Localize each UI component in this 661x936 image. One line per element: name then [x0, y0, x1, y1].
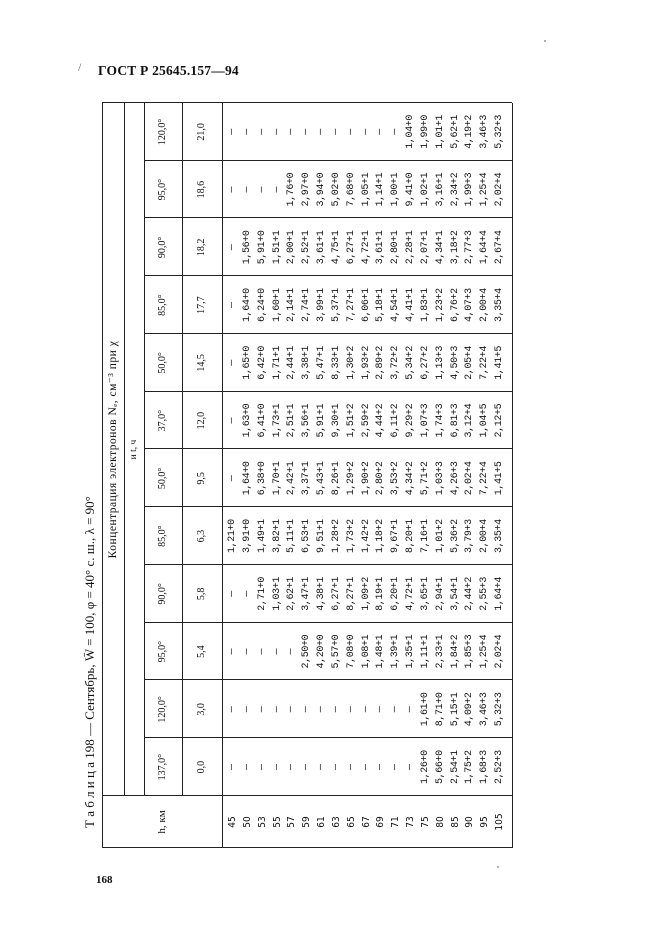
table-cell: 7,22+4: [479, 461, 491, 496]
rule-head4: [222, 103, 223, 848]
table-cell: —: [256, 706, 268, 713]
table-cell: 3,82+1: [271, 519, 283, 553]
table-cell: 5,32+3: [494, 115, 506, 149]
table-cell: 2,12+5: [494, 403, 506, 438]
table-cell: 1,23+2: [434, 288, 446, 322]
table-cell: 1,08+1: [360, 634, 372, 669]
table-cell: —: [241, 129, 253, 135]
table-cell: 9,41+0: [405, 172, 417, 207]
table-cell: 2,89+2: [375, 346, 387, 380]
rule-bottom: [512, 103, 513, 848]
table-cell: 1,04+5: [479, 403, 491, 438]
table-cell: 1,73+2: [345, 519, 357, 553]
table-cell: 6,06+1: [360, 288, 372, 322]
table-cell: 2,52+1: [301, 230, 313, 265]
table-cell: 2,59+2: [360, 403, 372, 438]
table-cell: —: [345, 706, 357, 713]
table-cell: 2,44+1: [286, 346, 298, 380]
table-cell: —: [375, 706, 387, 713]
table-cell: 3,99+1: [316, 288, 328, 322]
table-cell: 1,35+1: [405, 634, 417, 669]
table-cell: 4,19+2: [464, 115, 476, 149]
t-header: 18,2: [196, 238, 207, 257]
table-cell: 1,13+3: [434, 346, 446, 380]
table-cell: 9,30+1: [330, 403, 342, 438]
table-cell: 1,07+3: [419, 403, 431, 438]
table-cell: 6,27+2: [419, 346, 431, 380]
table-cell: —: [286, 129, 298, 135]
table-cell: 7,68+0: [345, 172, 357, 207]
table-cell: —: [316, 706, 328, 713]
t-header: 0,0: [196, 760, 207, 774]
t-header: 14,5: [196, 354, 207, 372]
table-cell: 1,14+1: [375, 172, 387, 207]
table-cell: 2,00+1: [286, 230, 298, 265]
table-cell: 1,93+2: [360, 346, 372, 380]
table-cell: 1,76+0: [286, 172, 298, 207]
table-cell: 1,84+2: [449, 634, 461, 669]
table-cell: 8,19+1: [375, 577, 387, 611]
table-cell: 1,74+3: [434, 403, 446, 438]
table-cell: 5,71+2: [419, 461, 431, 496]
table-cell: —: [390, 706, 402, 713]
t-header: 6,3: [196, 529, 207, 543]
table-cell: 1,99+0: [419, 115, 431, 149]
table-cell: 9,29+2: [405, 403, 417, 438]
table-cell: —: [271, 648, 283, 655]
chi-header: 50,0°: [157, 352, 168, 374]
height-cell: 53: [256, 816, 268, 828]
table-cell: —: [345, 764, 357, 770]
table-cell: 5,47+1: [316, 346, 328, 380]
table-cell: 2,71+0: [256, 577, 268, 611]
table-cell: —: [316, 129, 328, 135]
chi-header: 120,0°: [157, 118, 168, 146]
chi-header: 90,0°: [157, 236, 168, 259]
height-cell: 65: [345, 816, 357, 828]
table-cell: 1,42+2: [360, 519, 372, 553]
table-cell: —: [241, 764, 253, 770]
height-cell: 73: [405, 816, 417, 828]
table-cell: 4,44+2: [375, 403, 387, 438]
h-column-header: h, км: [156, 810, 168, 834]
table-cell: 3,61+1: [316, 230, 328, 265]
table-cell: 5,11+1: [286, 519, 298, 553]
chi-header: 37,0°: [157, 409, 168, 432]
table-cell: 2,51+1: [286, 403, 298, 438]
table-cell: 3,46+3: [479, 115, 491, 149]
chi-header: 50,0°: [157, 467, 168, 490]
table-cell: 2,44+2: [464, 577, 476, 611]
height-cell: 80: [434, 816, 446, 828]
table-cell: 2,00+4: [479, 519, 491, 553]
table-cell: 6,27+1: [345, 230, 357, 265]
table-caption: Т а б л и ц а 198 — Сентябрь, W̄ = 100, φ = 40° с. ш., λ = 90°: [82, 496, 97, 828]
table-cell: 2,74+1: [301, 288, 313, 322]
table-cell: 3,94+0: [316, 172, 328, 207]
table-cell: 8,33+1: [330, 346, 342, 380]
table-cell: 5,32+3: [494, 692, 506, 727]
table-cell: 2,02+4: [494, 172, 506, 207]
table-cell: —: [256, 764, 268, 770]
rotated-table-frame: [80, 115, 661, 848]
table-cell: —: [241, 706, 253, 713]
table-cell: 7,16+1: [419, 519, 431, 553]
height-cell: 95: [479, 816, 491, 828]
table-cell: 2,67+4: [494, 230, 506, 265]
table-cell: 4,54+1: [390, 288, 402, 322]
height-cell: 71: [390, 816, 402, 828]
table-cell: 7,22+4: [479, 346, 491, 380]
table-cell: 1,68+3: [479, 750, 491, 784]
table-cell: 9,51+1: [316, 519, 328, 553]
table-cell: —: [360, 129, 372, 135]
t-header: 3,0: [196, 703, 207, 716]
table-cell: 1,64+4: [479, 230, 491, 265]
table-cell: 1,70+1: [271, 461, 283, 496]
table-cell: 4,41+1: [405, 288, 417, 322]
table-cell: 2,33+1: [434, 634, 446, 669]
table-cell: —: [227, 706, 238, 713]
table-cell: 8,20+1: [405, 519, 417, 553]
table-cell: 3,61+1: [375, 230, 387, 265]
table-cell: 3,91+0: [241, 519, 253, 553]
table-cell: —: [256, 129, 268, 135]
table-cell: —: [301, 706, 313, 713]
table-cell: 1,03+1: [271, 577, 283, 611]
table-cell: 1,51+2: [345, 403, 357, 438]
table-cell: —: [227, 591, 238, 597]
table-cell: 3,72+2: [390, 346, 402, 380]
table-cell: 3,47+1: [301, 577, 313, 611]
table-cell: 7,27+1: [345, 288, 357, 322]
table-cell: 1,83+1: [419, 288, 431, 322]
table-cell: 1,01+2: [434, 519, 446, 553]
table-cell: —: [375, 764, 387, 770]
table-cell: —: [227, 129, 238, 135]
chi-header: 85,0°: [157, 525, 168, 547]
table-cell: 4,09+2: [464, 692, 476, 727]
table-cell: —: [360, 706, 372, 713]
table-cell: —: [301, 129, 313, 135]
table-cell: 1,25+4: [479, 634, 491, 669]
table-cell: 6,20+1: [390, 577, 402, 611]
table-cell: 3,16+1: [434, 172, 446, 207]
table-cell: 2,14+1: [286, 288, 298, 322]
table-cell: 2,54+1: [449, 750, 461, 784]
table-cell: 8,27+1: [345, 577, 357, 611]
table-cell: 9,67+1: [390, 519, 402, 553]
table-cell: 3,12+4: [464, 403, 476, 438]
table-cell: 6,53+1: [301, 519, 313, 553]
speck: [544, 40, 546, 42]
table-cell: 1,26+0: [419, 750, 431, 784]
table-cell: 4,07+3: [464, 288, 476, 322]
table-cell: 5,66+0: [434, 750, 446, 784]
table-cell: 1,18+2: [375, 519, 387, 553]
table-cell: 1,51+1: [271, 230, 283, 265]
table-cell: —: [271, 764, 283, 770]
table-cell: 2,52+3: [494, 750, 506, 784]
height-cell: 67: [360, 816, 372, 828]
table-cell: —: [390, 129, 402, 135]
table-cell: 1,56+0: [241, 230, 253, 265]
table-cell: 2,42+1: [286, 461, 298, 496]
table-cell: 6,42+0: [256, 346, 268, 380]
table-cell: 5,02+0: [330, 172, 342, 207]
table-cell: 2,55+3: [479, 577, 491, 611]
table-cell: —: [227, 764, 238, 770]
table-cell: 1,02+1: [419, 172, 431, 207]
table-cell: 3,53+2: [390, 461, 402, 496]
table-cell: —: [227, 648, 238, 655]
table-cell: 2,62+1: [286, 577, 298, 611]
height-cell: 57: [286, 816, 298, 828]
table-cell: —: [405, 764, 417, 770]
table-cell: —: [271, 186, 283, 193]
table-cell: 6,11+2: [390, 403, 402, 438]
table-cell: 2,50+0: [301, 634, 313, 669]
table-cell: 3,46+3: [479, 692, 491, 727]
table-cell: 1,30+2: [345, 346, 357, 380]
table-cell: 1,90+2: [360, 461, 372, 496]
table-198: [80, 98, 520, 848]
table-cell: 1,00+1: [390, 172, 402, 207]
table-cell: —: [271, 129, 283, 135]
chi-header: 95,0°: [157, 178, 168, 201]
table-cell: 1,09+2: [360, 577, 372, 611]
height-cell: 75: [419, 816, 431, 828]
table-cell: 1,64+4: [494, 577, 506, 611]
table-cell: 5,62+1: [449, 115, 461, 149]
table-cell: 4,34+2: [405, 461, 417, 496]
table-cell: 6,24+0: [256, 288, 268, 322]
table-cell: 1,21+0: [227, 519, 238, 553]
table-cell: 1,65+0: [241, 346, 253, 380]
table-cell: 1,64+0: [241, 288, 253, 322]
table-cell: 1,11+1: [419, 634, 431, 669]
table-cell: 5,15+1: [449, 692, 461, 727]
table-cell: 2,07+1: [419, 230, 431, 265]
table-cell: —: [286, 764, 298, 770]
table-cell: 1,25+4: [479, 172, 491, 207]
table-cell: 2,28+1: [405, 230, 417, 265]
height-cell: 69: [375, 816, 387, 828]
margin-mark: /: [78, 60, 82, 74]
table-cell: 4,20+0: [316, 634, 328, 669]
table-cell: 2,80+1: [390, 230, 402, 265]
table-cell: 5,57+0: [330, 634, 342, 669]
table-cell: 7,08+0: [345, 634, 357, 669]
table-cell: —: [405, 706, 417, 713]
table-cell: 2,94+1: [434, 577, 446, 611]
height-cell: 85: [449, 816, 461, 828]
chi-header: 85,0°: [157, 294, 168, 316]
table-cell: 2,02+4: [464, 461, 476, 496]
table-cell: 2,05+4: [464, 346, 476, 380]
chi-header: 95,0°: [157, 640, 168, 663]
table-cell: 4,75+1: [330, 230, 342, 265]
table-cell: 5,91+1: [316, 403, 328, 438]
table-cell: 1,75+2: [464, 750, 476, 784]
table-cell: —: [390, 764, 402, 770]
table-cell: 3,18+2: [449, 230, 461, 265]
table-cell: —: [330, 706, 342, 713]
table-cell: 1,05+1: [360, 172, 372, 207]
height-cell: 105: [494, 813, 506, 831]
table-cell: 4,50+3: [449, 346, 461, 380]
chi-header: 137,0°: [157, 753, 168, 781]
table-cell: —: [227, 475, 238, 482]
table-cell: 3,35+4: [494, 288, 506, 322]
table-cell: 2,34+2: [449, 172, 461, 207]
height-cell: 50: [241, 816, 253, 828]
chi-header: 120,0°: [157, 696, 168, 723]
height-cell: 90: [464, 816, 476, 828]
table-cell: —: [286, 706, 298, 713]
table-cell: 1,03+3: [434, 461, 446, 496]
table-cell: 2,77+3: [464, 230, 476, 265]
table-cell: 6,81+3: [449, 403, 461, 438]
table-cell: —: [227, 186, 238, 193]
table-cell: —: [256, 648, 268, 655]
table-cell: —: [271, 706, 283, 713]
height-cell: 55: [271, 816, 283, 828]
t-header: 12,0: [196, 411, 207, 430]
table-cell: 4,38+1: [316, 577, 328, 611]
table-cell: —: [241, 591, 253, 597]
table-cell: 1,48+1: [375, 634, 387, 669]
table-cell: 4,26+3: [449, 461, 461, 496]
table-cell: 4,72+1: [405, 577, 417, 611]
table-cell: —: [330, 764, 342, 770]
t-header: 21,0: [196, 123, 207, 141]
table-cell: 1,85+3: [464, 634, 476, 669]
table-cell: 1,64+0: [241, 461, 253, 496]
table-cell: —: [241, 186, 253, 193]
t-header: 17,7: [196, 296, 207, 314]
table-cell: 6,76+2: [449, 288, 461, 322]
table-cell: 1,61+0: [419, 692, 431, 727]
table-cell: —: [286, 648, 298, 655]
table-cell: —: [375, 129, 387, 135]
t-header: 5,4: [196, 645, 207, 658]
table-cell: 3,35+4: [494, 519, 506, 553]
t-header: 5,8: [196, 587, 207, 601]
table-cell: 3,38+1: [301, 346, 313, 380]
table-cell: —: [227, 360, 238, 366]
table-cell: 1,39+1: [390, 634, 402, 669]
table-cell: 1,04+0: [405, 115, 417, 149]
page-number: 168: [96, 874, 113, 886]
table-cell: 3,65+1: [419, 577, 431, 611]
table-cell: 3,79+3: [464, 519, 476, 553]
table-cell: 3,37+1: [301, 461, 313, 496]
table-cell: —: [316, 764, 328, 770]
speck: [497, 866, 499, 868]
document-header: ГОСТ Р 25645.157—94: [98, 63, 239, 78]
table-cell: 1,60+1: [271, 288, 283, 322]
table-cell: 2,00+4: [479, 288, 491, 322]
table-cell: 6,27+1: [330, 577, 342, 611]
table-cell: —: [241, 648, 253, 655]
table-cell: 1,41+5: [494, 346, 506, 380]
table-cell: 5,37+1: [330, 288, 342, 322]
table-cell: 8,71+0: [434, 692, 446, 727]
table-cell: 2,97+0: [301, 172, 313, 207]
table-cell: —: [330, 129, 342, 135]
table-cell: 1,63+0: [241, 403, 253, 438]
table-cell: —: [360, 764, 372, 770]
table-cell: 5,18+1: [375, 288, 387, 322]
table-cell: 1,29+2: [345, 461, 357, 496]
table-cell: —: [227, 302, 238, 308]
concentration-header: Концентрация электронов Nₑ, см⁻³ при χ: [107, 340, 119, 559]
height-cell: 45: [227, 816, 238, 828]
table-cell: —: [345, 129, 357, 135]
t-header: 9,5: [196, 472, 207, 485]
chi-header: 90,0°: [157, 583, 168, 605]
table-cell: 6,38+0: [256, 461, 268, 496]
table-cell: 6,41+0: [256, 403, 268, 438]
height-cell: 63: [330, 816, 342, 828]
table-cell: 1,99+3: [464, 172, 476, 207]
table-cell: 2,02+4: [494, 634, 506, 669]
height-cell: 61: [316, 816, 328, 828]
table-cell: 4,34+1: [434, 230, 446, 265]
table-cell: 1,73+1: [271, 403, 283, 438]
table-cell: 5,91+0: [256, 230, 268, 265]
table-cell: —: [227, 417, 238, 424]
table-cell: 5,43+1: [316, 461, 328, 496]
table-cell: 4,72+1: [360, 230, 372, 265]
table-cell: 1,28+2: [330, 519, 342, 553]
height-cell: 59: [301, 816, 313, 828]
table-cell: —: [301, 764, 313, 770]
table-cell: 1,41+5: [494, 461, 506, 496]
t-header: 18,6: [196, 180, 207, 199]
table-cell: —: [256, 186, 268, 193]
table-cell: 2,80+2: [375, 461, 387, 496]
table-cell: —: [227, 244, 238, 251]
table-cell: 5,36+2: [449, 519, 461, 553]
table-cell: 3,56+1: [301, 403, 313, 438]
table-cell: 1,71+1: [271, 346, 283, 380]
time-header: и t, ч: [129, 439, 139, 460]
table-cell: 3,54+1: [449, 577, 461, 611]
table-cell: 1,01+1: [434, 115, 446, 149]
table-cell: 8,26+1: [330, 461, 342, 496]
table-cell: 5,34+2: [405, 346, 417, 380]
table-cell: 1,49+1: [256, 519, 268, 553]
